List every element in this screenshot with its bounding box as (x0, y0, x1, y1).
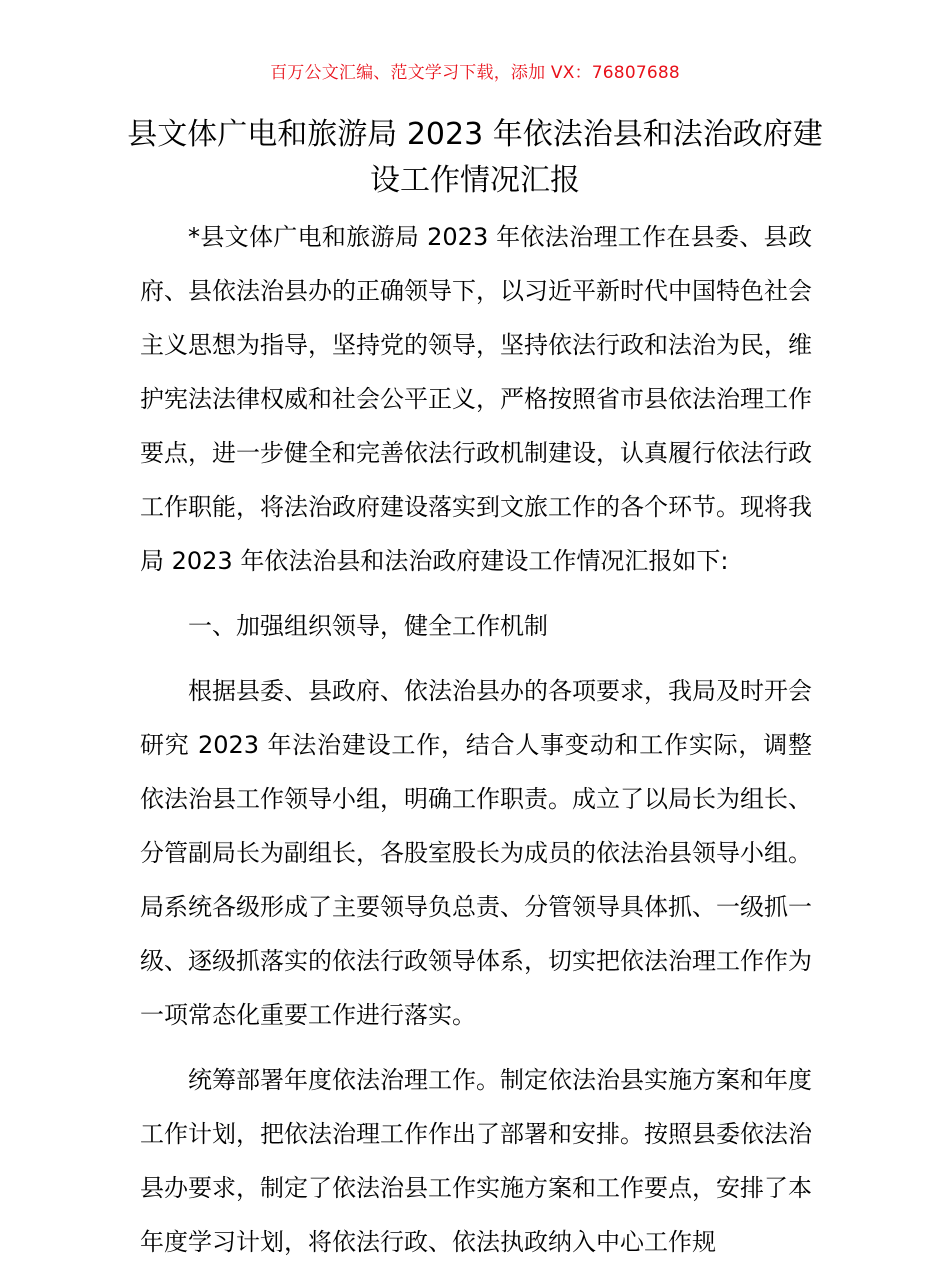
section-1-paragraph-1: 根据县委、县政府、依法治县办的各项要求，我局及时开会研究 2023 年法治建设工作，结合人事变动和工作实际，调整依法治县工作领导小组，明确工作职责。成立了以局长为组长、分管副局长为副组长，各股室股长为成员的依法治县领导小组。局系统各级形成了主要领导负总责、分管领导具体抓、一级抓一级、逐级抓落实的依法行政领导体系，切实把依法治理工作作为一项常态化重要工作进行落实。 (140, 677, 812, 1029)
document-body (140, 210, 812, 1269)
section-1-paragraph-2: 统筹部署年度依法治理工作。制定依法治县实施方案和年度工作计划，把依法治理工作作出了部署和安排。按照县委依法治县办要求，制定了依法治县工作实施方案和工作要点，安排了本年度学习计划，将依法行政、依法执政纳入中心工作规 (140, 1066, 812, 1256)
section-heading-1: 一、加强组织领导，健全工作机制 (188, 612, 548, 640)
document-title: 县文体广电和旅游局 2023 年依法治县和法治政府建设工作情况汇报 (127, 117, 823, 198)
download-promo-note: 百万公文汇编、范文学习下载，添加 VX：76807688 (270, 63, 680, 83)
intro-paragraph: *县文体广电和旅游局 2023 年依法治理工作在县委、县政府、县依法治县办的正确领导下，以习近平新时代中国特色社会主义思想为指导，坚持党的领导，坚持依法行政和法治为民，维护宪法法律权威和社会公平正义，严格按照省市县依法治理工作要点，进一步健全和完善依法行政机制建设，认真履行依法行政工作职能，将法治政府建设落实到文旅工作的各个环节。现将我局 2023 年依法治县和法治政府建设工作情况汇报如下: (140, 223, 812, 575)
